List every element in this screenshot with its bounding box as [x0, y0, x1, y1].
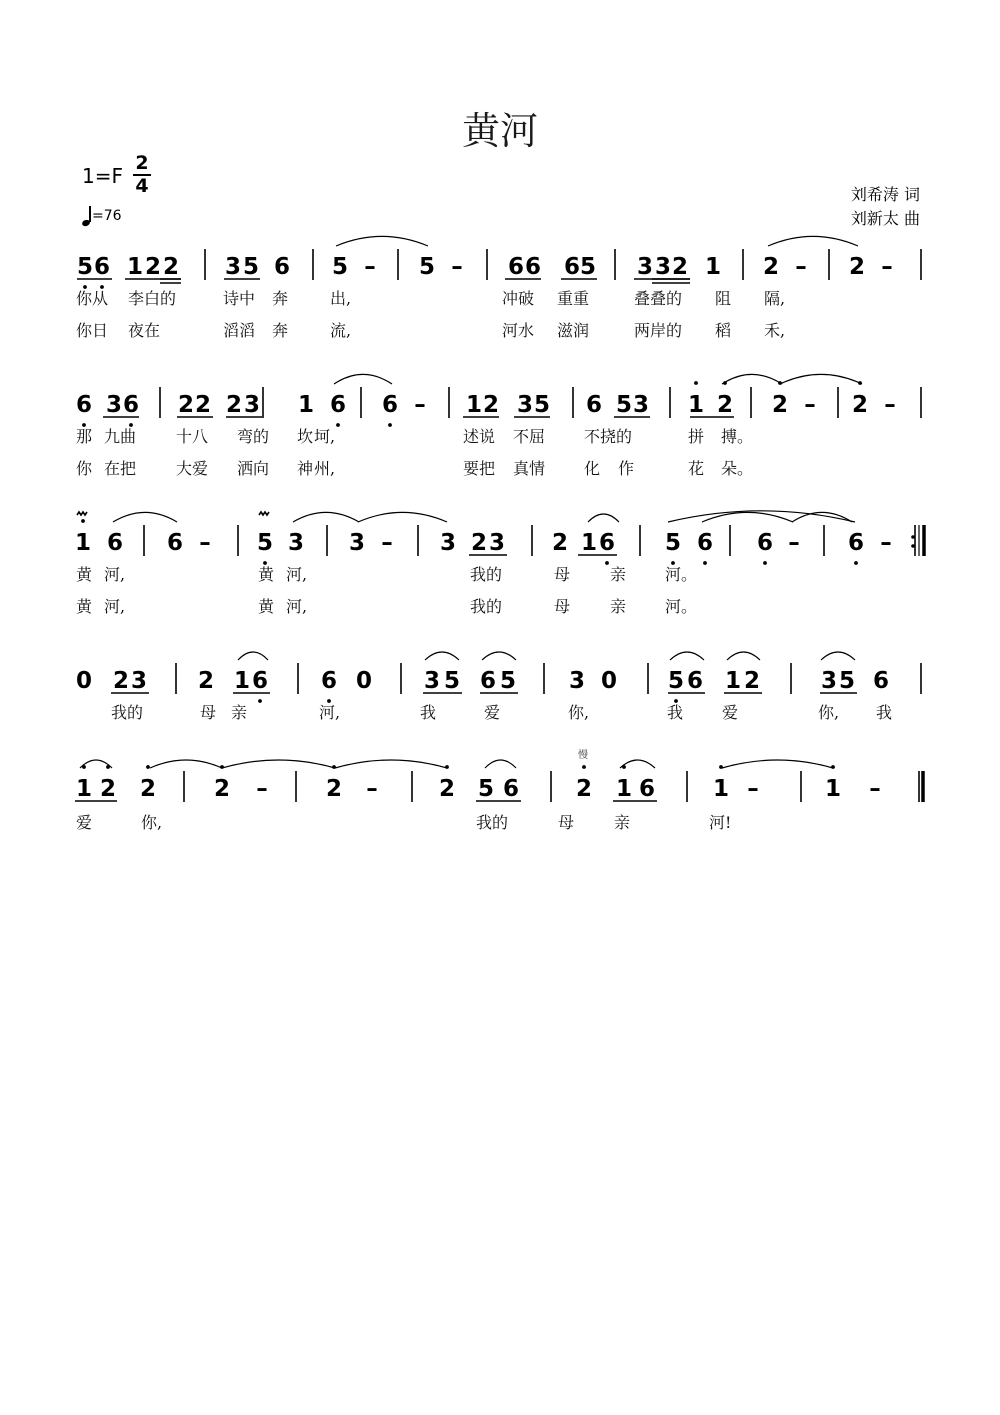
- composer-credit: 刘新太 曲: [850, 209, 920, 228]
- lyric-syllable: 花: [688, 459, 705, 478]
- lyric-syllable: 你: [76, 459, 93, 478]
- time-signature-top: 2: [135, 152, 149, 174]
- lyric-syllable: 我的: [470, 597, 503, 616]
- lyric-syllable: 亲: [231, 703, 248, 722]
- lyric-syllable: 出,: [330, 289, 352, 308]
- lyric-syllable: 河。: [665, 565, 698, 584]
- lyric-syllable: 亲: [610, 565, 627, 584]
- jianpu-note: 2: [551, 530, 569, 556]
- jianpu-note: 1: [687, 392, 705, 418]
- jianpu-note: 5: [242, 254, 260, 280]
- jianpu-note: 3: [636, 254, 654, 280]
- turn-ornament: [259, 512, 269, 515]
- lyric-syllable: 化: [584, 459, 601, 478]
- octave-dot-below: [854, 561, 858, 565]
- jianpu-note: 2: [851, 392, 869, 418]
- lyric-syllable: 坎: [297, 427, 314, 446]
- dash-note: –: [366, 776, 378, 802]
- jianpu-note: 3: [488, 530, 506, 556]
- lyric-syllable: 十八: [176, 427, 209, 446]
- jianpu-note: 6: [507, 254, 525, 280]
- jianpu-note: 6: [847, 530, 865, 556]
- octave-dot-below: [763, 561, 767, 565]
- jianpu-note: 6: [166, 530, 184, 556]
- jianpu-note: 3: [568, 668, 586, 694]
- jianpu-note: 2: [144, 254, 162, 280]
- jianpu-note: 0: [355, 668, 373, 694]
- jianpu-note: 1: [704, 254, 722, 280]
- jianpu-note: 2: [671, 254, 689, 280]
- time-signature-bottom: 4: [135, 175, 149, 197]
- jianpu-note: 6: [872, 668, 890, 694]
- jianpu-note: 6: [598, 530, 616, 556]
- dash-note: –: [256, 776, 268, 802]
- dash-note: –: [451, 254, 463, 280]
- jianpu-note: 1: [74, 530, 92, 556]
- lyric-syllable: 李白的: [128, 289, 177, 308]
- octave-dot-below: [100, 285, 104, 289]
- jianpu-note: 5: [664, 530, 682, 556]
- jianpu-note: 2: [470, 530, 488, 556]
- slur: [722, 374, 782, 384]
- dash-note: –: [804, 392, 816, 418]
- slur: [722, 760, 833, 768]
- jianpu-note: 5: [499, 668, 517, 694]
- jianpu-note: 3: [654, 254, 672, 280]
- lyric-syllable: 神: [297, 459, 314, 478]
- jianpu-note: 3: [439, 530, 457, 556]
- lyric-syllable: 你,: [141, 813, 163, 832]
- dash-note: –: [884, 392, 896, 418]
- jianpu-note: 3: [287, 530, 305, 556]
- lyric-syllable: 爱: [722, 703, 739, 722]
- jianpu-note: 1: [126, 254, 144, 280]
- jianpu-note: 5: [256, 530, 274, 556]
- slur: [670, 652, 704, 660]
- jianpu-note: 6: [381, 392, 399, 418]
- jianpu-note: 2: [575, 776, 593, 802]
- slur: [238, 652, 268, 660]
- jianpu-note: 2: [482, 392, 500, 418]
- lyric-syllable: 不挠的: [584, 427, 633, 446]
- slur: [222, 760, 335, 768]
- jianpu-note: 2: [139, 776, 157, 802]
- jianpu-note: 0: [600, 668, 618, 694]
- jianpu-note: 2: [213, 776, 231, 802]
- jianpu-note: 2: [162, 254, 180, 280]
- jianpu-note: 6: [502, 776, 520, 802]
- jianpu-note: 5: [76, 254, 94, 280]
- repeat-dot: [911, 535, 915, 539]
- lyric-syllable: 你日: [76, 321, 109, 340]
- slur: [335, 760, 447, 768]
- jianpu-note: 5: [533, 392, 551, 418]
- lyric-syllable: 滋润: [557, 321, 590, 340]
- jianpu-note: 5: [615, 392, 633, 418]
- slur: [727, 652, 760, 660]
- lyric-syllable: 河。: [665, 597, 698, 616]
- jianpu-note: 5: [838, 668, 856, 694]
- dash-note: –: [414, 392, 426, 418]
- jianpu-note: 3: [224, 254, 242, 280]
- octave-dot-below: [83, 285, 87, 289]
- lyric-syllable: 母: [554, 565, 571, 584]
- lyric-syllable: 述说: [463, 427, 496, 446]
- jianpu-note: 2: [325, 776, 343, 802]
- lyric-syllable: 母: [558, 813, 575, 832]
- jianpu-note: 1: [712, 776, 730, 802]
- lyric-syllable: 流,: [330, 321, 352, 340]
- octave-dot-above: [694, 381, 698, 385]
- lyric-syllable: 奔: [272, 289, 289, 308]
- octave-dot-below: [703, 561, 707, 565]
- octave-dot-below: [327, 699, 331, 703]
- jianpu-note: 6: [696, 530, 714, 556]
- dash-note: –: [795, 254, 807, 280]
- octave-dot-below: [674, 699, 678, 703]
- jianpu-note: 6: [756, 530, 774, 556]
- jianpu-note: 6: [563, 254, 581, 280]
- octave-dot-above: [81, 519, 85, 523]
- slur: [821, 652, 855, 660]
- jianpu-note: 6: [329, 392, 347, 418]
- lyric-syllable: 母: [200, 703, 217, 722]
- lyric-syllable: 黄: [76, 565, 93, 584]
- jianpu-note: 5: [579, 254, 597, 280]
- lyric-syllable: 滔滔: [223, 321, 256, 340]
- jianpu-note: 6: [93, 254, 111, 280]
- jianpu-note: 2: [112, 668, 130, 694]
- jianpu-note: 2: [197, 668, 215, 694]
- lyric-syllable: 诗中: [223, 289, 256, 308]
- lyric-syllable: 河,: [104, 565, 126, 584]
- lyric-syllable: 真情: [513, 459, 546, 478]
- lyric-syllable: 稻: [715, 321, 732, 340]
- jianpu-note: 2: [438, 776, 456, 802]
- lyric-syllable: 你,: [818, 703, 840, 722]
- jianpu-note: 6: [585, 392, 603, 418]
- lyric-syllable: 夜在: [128, 321, 161, 340]
- lyric-syllable: 大爱: [176, 459, 209, 478]
- lyric-syllable: 母: [554, 597, 571, 616]
- jianpu-note: 6: [638, 776, 656, 802]
- lyric-syllable: 洒向: [237, 459, 270, 478]
- jianpu-note: 3: [130, 668, 148, 694]
- lyric-syllable: 你从: [76, 289, 109, 308]
- jianpu-note: 6: [320, 668, 338, 694]
- octave-dot-below: [388, 423, 392, 427]
- jianpu-note: 3: [348, 530, 366, 556]
- jianpu-note: 1: [75, 776, 93, 802]
- slur: [293, 512, 359, 522]
- jianpu-note: 3: [632, 392, 650, 418]
- octave-dot-above: [582, 765, 586, 769]
- jianpu-note: 6: [273, 254, 291, 280]
- lyric-syllable: 叠叠的: [634, 289, 683, 308]
- turn-ornament: [77, 512, 87, 515]
- jianpu-note: 6: [524, 254, 542, 280]
- jianpu-note: 2: [177, 392, 195, 418]
- slur: [334, 374, 392, 384]
- lyric-syllable: 两岸的: [634, 321, 683, 340]
- lyric-syllable: 我: [420, 703, 437, 722]
- lyric-syllable: 爱: [484, 703, 501, 722]
- jianpu-note: 6: [479, 668, 497, 694]
- octave-dot-below: [129, 423, 133, 427]
- jianpu-note: 3: [423, 668, 441, 694]
- lyric-syllable: 河水: [502, 321, 535, 340]
- jianpu-note: 6: [106, 530, 124, 556]
- slur: [113, 512, 177, 522]
- lyric-syllable: 河,: [286, 565, 308, 584]
- dash-note: –: [880, 530, 892, 556]
- jianpu-note: 1: [465, 392, 483, 418]
- lyric-syllable: 阻: [715, 289, 732, 308]
- dash-note: –: [881, 254, 893, 280]
- jianpu-note: 5: [667, 668, 685, 694]
- dash-note: –: [869, 776, 881, 802]
- lyric-syllable: 重重: [557, 289, 590, 308]
- octave-dot-below: [671, 561, 675, 565]
- slur: [358, 512, 447, 522]
- dash-note: –: [788, 530, 800, 556]
- jianpu-note: 6: [75, 392, 93, 418]
- jianpu-note: 6: [122, 392, 140, 418]
- slur: [425, 652, 459, 660]
- jianpu-note: 6: [686, 668, 704, 694]
- lyric-syllable: 弯的: [237, 427, 270, 446]
- lyric-syllable: 爱: [76, 813, 93, 832]
- lyric-syllable: 州,: [314, 459, 336, 478]
- lyric-syllable: 那: [76, 427, 93, 446]
- slur: [485, 760, 516, 768]
- jianpu-note: 2: [99, 776, 117, 802]
- lyric-syllable: 拼: [688, 427, 705, 446]
- lyric-syllable: 九曲: [104, 427, 137, 446]
- jianpu-note: 5: [477, 776, 495, 802]
- lyric-syllable: 冲破: [502, 289, 535, 308]
- lyric-syllable: 隔,: [764, 289, 786, 308]
- lyric-syllable: 奔: [272, 321, 289, 340]
- octave-dot-below: [258, 699, 262, 703]
- octave-dot-below: [82, 423, 86, 427]
- lyric-syllable: 我的: [476, 813, 509, 832]
- lyric-syllable: 河!: [709, 813, 732, 832]
- lyric-syllable: 我的: [470, 565, 503, 584]
- lyric-syllable: 作: [618, 459, 635, 478]
- key-signature: 1=F: [82, 164, 123, 188]
- jianpu-note: 2: [716, 392, 734, 418]
- octave-dot-below: [605, 561, 609, 565]
- slow-marking: 慢: [578, 750, 588, 761]
- dash-note: –: [199, 530, 211, 556]
- jianpu-note: 0: [75, 668, 93, 694]
- jianpu-note: 1: [297, 392, 315, 418]
- jianpu-note: 3: [105, 392, 123, 418]
- lyric-syllable: 禾,: [764, 321, 786, 340]
- lyric-syllable: 我的: [111, 703, 144, 722]
- dash-note: –: [364, 254, 376, 280]
- jianpu-note: 1: [824, 776, 842, 802]
- lyric-syllable: 亲: [610, 597, 627, 616]
- song-title: 黄河: [461, 109, 538, 153]
- lyric-syllable: 我: [667, 703, 684, 722]
- lyric-syllable: 河,: [104, 597, 126, 616]
- jianpu-note: 5: [418, 254, 436, 280]
- octave-dot-below: [263, 561, 267, 565]
- lyric-syllable: 我: [876, 703, 893, 722]
- lyric-syllable: 坷,: [314, 427, 336, 446]
- lyricist-credit: 刘希涛 词: [850, 185, 920, 204]
- jianpu-note: 1: [233, 668, 251, 694]
- slur: [482, 652, 516, 660]
- jianpu-note: 3: [516, 392, 534, 418]
- jianpu-note: 1: [724, 668, 742, 694]
- jianpu-note: 2: [848, 254, 866, 280]
- repeat-dot: [911, 544, 915, 548]
- lyric-syllable: 搏。: [721, 427, 754, 446]
- jianpu-note: 3: [820, 668, 838, 694]
- lyric-syllable: 要把: [463, 459, 496, 478]
- dash-note: –: [381, 530, 393, 556]
- lyric-syllable: 朵。: [721, 459, 754, 478]
- lyric-syllable: 不屈: [513, 427, 546, 446]
- slur: [588, 514, 619, 522]
- jianpu-note: 2: [743, 668, 761, 694]
- jianpu-note: 3: [243, 392, 261, 418]
- lyric-syllable: 黄: [258, 565, 275, 584]
- slur: [768, 236, 858, 246]
- jianpu-note: 5: [443, 668, 461, 694]
- octave-dot-below: [336, 423, 340, 427]
- jianpu-note: 5: [331, 254, 349, 280]
- octave-dot-above: [445, 765, 449, 769]
- slur: [780, 374, 862, 384]
- lyric-syllable: 河,: [319, 703, 341, 722]
- tempo-value: =76: [92, 208, 122, 224]
- jianpu-note: 1: [580, 530, 598, 556]
- lyric-syllable: 黄: [258, 597, 275, 616]
- lyric-syllable: 在把: [104, 459, 137, 478]
- lyric-syllable: 河,: [286, 597, 308, 616]
- lyric-syllable: 你,: [568, 703, 590, 722]
- slur: [336, 236, 428, 246]
- lyric-syllable: 黄: [76, 597, 93, 616]
- octave-dot-above: [146, 765, 150, 769]
- jianpu-note: 1: [615, 776, 633, 802]
- jianpu-note: 2: [762, 254, 780, 280]
- slur: [792, 512, 852, 522]
- dash-note: –: [747, 776, 759, 802]
- jianpu-note: 2: [194, 392, 212, 418]
- jianpu-note: 2: [771, 392, 789, 418]
- jianpu-note: 6: [251, 668, 269, 694]
- slur: [150, 760, 222, 768]
- lyric-syllable: 亲: [614, 813, 631, 832]
- jianpu-note: 2: [225, 392, 243, 418]
